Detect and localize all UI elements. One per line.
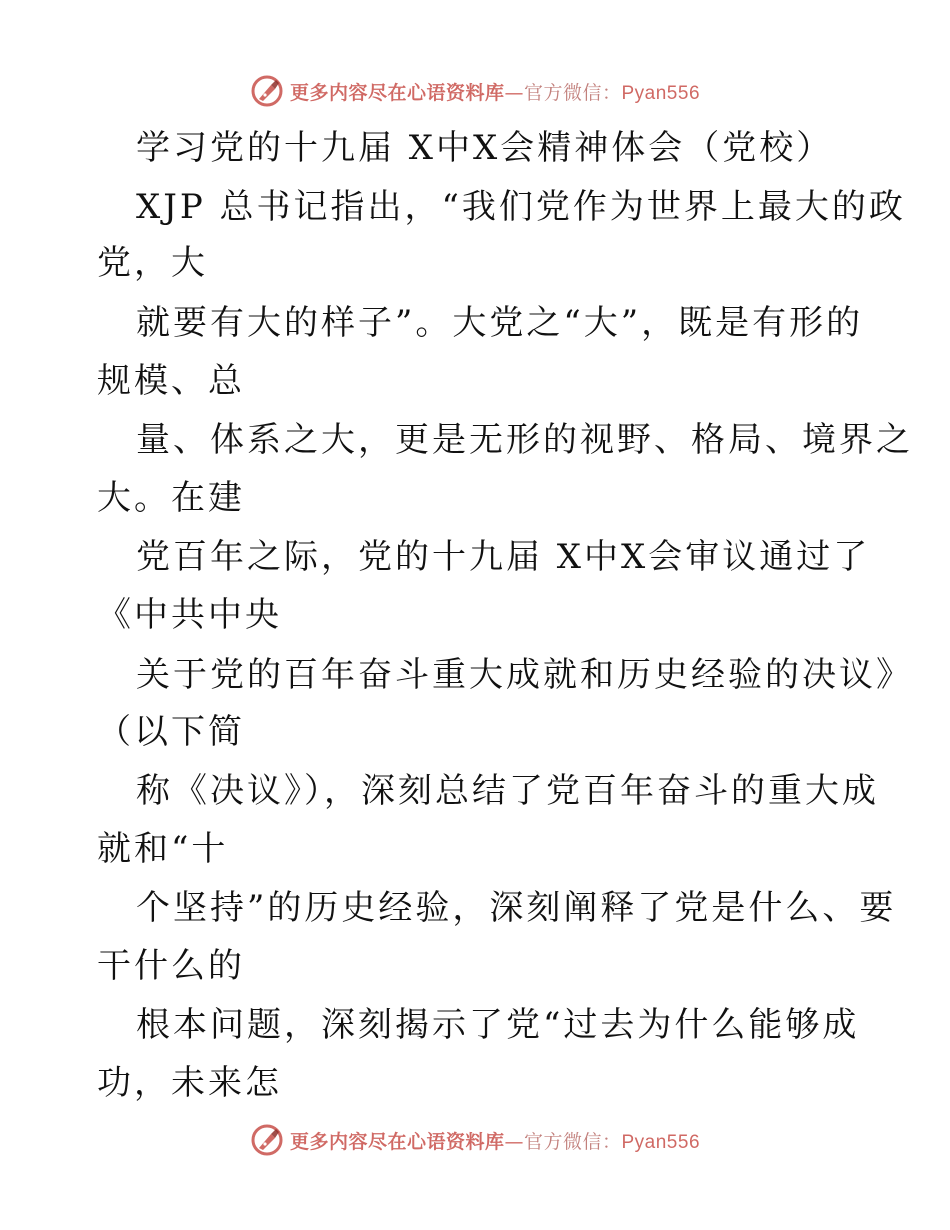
watermark-official-label: 官方微信：: [523, 1130, 622, 1153]
watermark-wechat-id: Pyan556: [621, 82, 701, 104]
watermark-official-label: 官方微信：: [523, 81, 622, 104]
paragraph-line: 规模、总: [97, 361, 245, 401]
document-title: 学习党的十九届 X中X会精神体会（党校）: [136, 128, 834, 168]
paragraph-line: 关于党的百年奋斗重大成就和历史经验的决议》: [136, 655, 913, 695]
watermark-text: [290, 78, 700, 105]
paragraph-line: 根本问题，深刻揭示了党“过去为什么能够成: [136, 1005, 860, 1045]
paragraph-line: 《中共中央: [97, 595, 282, 635]
paragraph-line: XJP 总书记指出，“我们党作为世界上最大的政: [136, 187, 906, 227]
watermark-dash: —: [504, 1130, 524, 1153]
paragraph-line: 党百年之际，党的十九届 X中X会审议通过了: [136, 537, 871, 577]
header-watermark: [0, 71, 950, 111]
paragraph-line: 党，大: [97, 243, 208, 283]
footer-watermark: [0, 1120, 950, 1160]
pen-nib-logo-icon: [250, 1123, 284, 1157]
watermark-text: [290, 1127, 700, 1154]
paragraph-line: 量、体系之大，更是无形的视野、格局、境界之: [136, 420, 913, 460]
watermark-site-text: 更多内容尽在心语资料库: [289, 81, 505, 104]
pen-nib-logo-icon: [250, 74, 284, 108]
paragraph-line: （以下简: [97, 712, 245, 752]
watermark-wechat-id: Pyan556: [621, 1131, 701, 1153]
paragraph-line: 就要有大的样子”。大党之“大”，既是有形的: [136, 303, 864, 343]
paragraph-line: 个坚持”的历史经验，深刻阐释了党是什么、要: [136, 888, 897, 928]
paragraph-line: 称《决议》），深刻总结了党百年奋斗的重大成: [136, 771, 879, 811]
paragraph-line: 大。在建: [97, 478, 245, 518]
watermark-dash: —: [504, 81, 524, 104]
watermark-site-text: 更多内容尽在心语资料库: [289, 1130, 505, 1153]
paragraph-line: 干什么的: [97, 946, 245, 986]
paragraph-line: 功，未来怎: [97, 1063, 282, 1103]
paragraph-line: 就和“十: [97, 829, 229, 869]
